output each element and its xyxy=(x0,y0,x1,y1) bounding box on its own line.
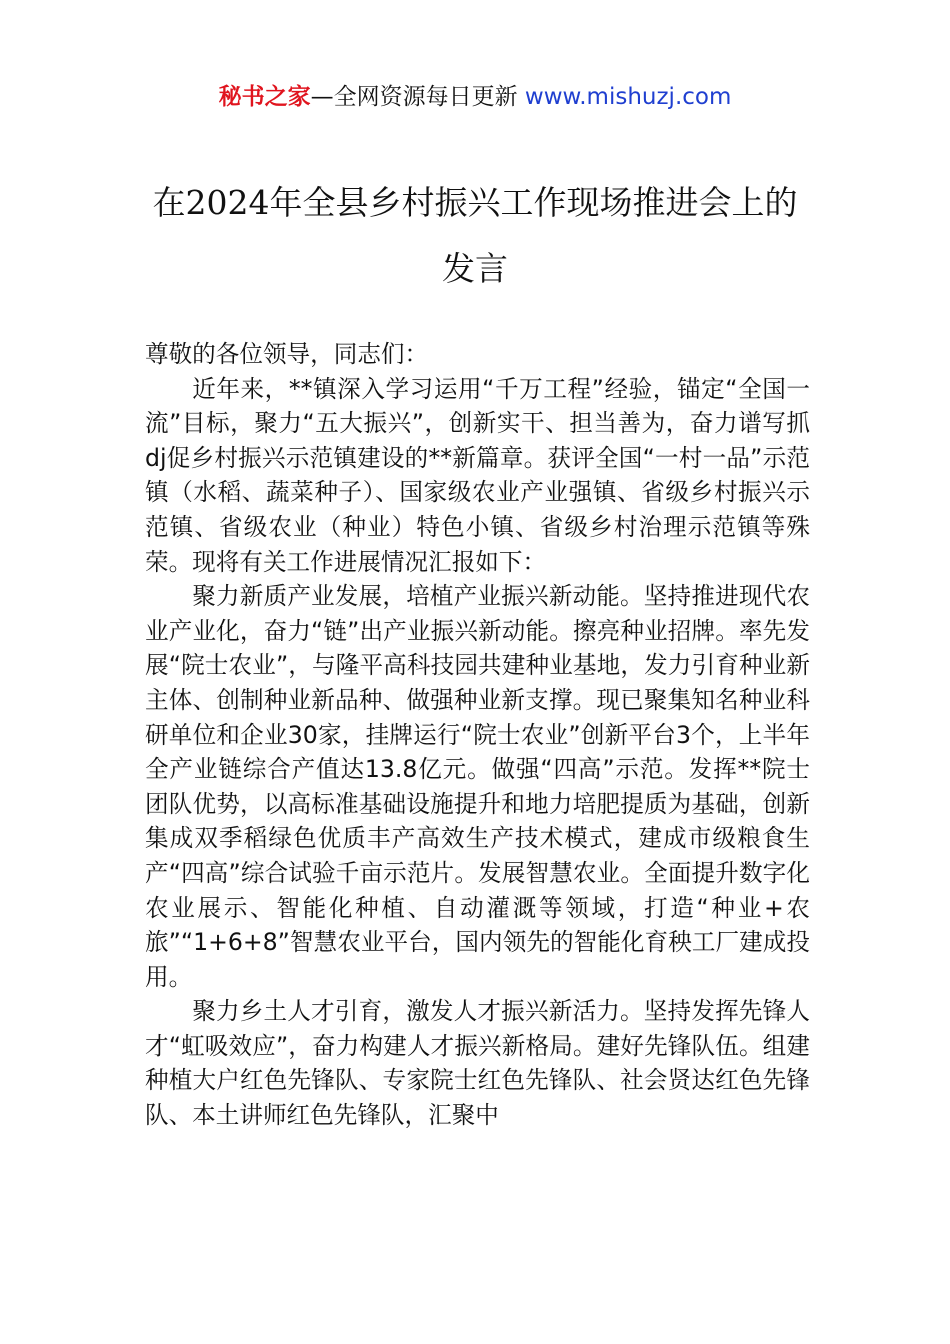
site-tagline: —全网资源每日更新 xyxy=(310,84,525,110)
site-header xyxy=(0,80,950,114)
site-brand: 秘书之家 xyxy=(218,84,311,110)
salutation: 尊敬的各位领导，同志们： xyxy=(145,340,429,368)
document-body xyxy=(145,337,810,1133)
paragraph-talent: 聚力乡土人才引育，激发人才振兴新活力。坚持发挥先锋人才“虹吸效应”，奋力构建人才振兴新格局。建好先锋队伍。组建种植大户红色先锋队、专家院士红色先锋队、社会贤达红色先锋队、本土讲师红色先锋队，汇聚中 xyxy=(145,997,810,1130)
site-url-link[interactable]: www.mishuzj.com xyxy=(524,84,732,110)
document-title: 在2024年全县乡村振兴工作现场推进会上的发言 xyxy=(152,183,798,288)
paragraph-intro: 近年来，**镇深入学习运用“千万工程”经验，锚定“全国一流”目标，聚力“五大振兴”，创新实干、担当善为，奋力谱写抓dj促乡村振兴示范镇建设的**新篇章。获评全国“一村一品”示范镇（水稻、蔬菜种子）、国家级农业产业强镇、省级乡村振兴示范镇、省级农业（种业）特色小镇、省级乡村治理示范镇等殊荣。现将有关工作进展情况汇报如下： xyxy=(145,374,810,576)
paragraph-industry: 聚力新质产业发展，培植产业振兴新动能。坚持推进现代农业产业化，奋力“链”出产业振兴新动能。擦亮种业招牌。率先发展“院士农业”，与隆平高科技园共建种业基地，发力引育种业新主体、创制种业新品种、做强种业新支撑。现已聚集知名种业科研单位和企业30家，挂牌运行“院士农业”创新平台3个，上半年全产业链综合产值达13.8亿元。做强“四高”示范。发挥**院士团队优势，以高标准基础设施提升和地力培肥提质为基础，创新集成双季稻绿色优质丰产高效生产技术模式，建成市级粮食生产“四高”综合试验千亩示范片。发展智慧农业。全面提升数字化农业展示、智能化种植、自动灌溉等领域，打造“种业+农旅”“1+6+8”智慧农业平台，国内领先的智能化育秧工厂建成投用。 xyxy=(145,582,810,991)
